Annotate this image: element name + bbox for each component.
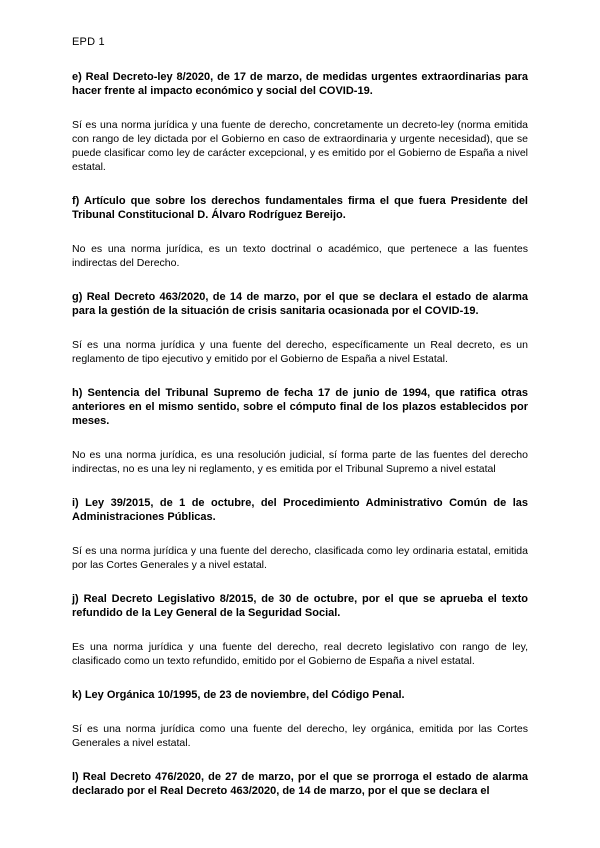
section-text: No es una norma jurídica, es una resolución judicial, sí forma parte de las fuentes del derecho indirectas, no es una ley ni reglamento, y es emitida por el Tribunal Supremo a nivel estatal xyxy=(72,449,528,475)
section-heading: g) Real Decreto 463/2020, de 14 de marzo, por el que se declara el estado de alarma para la gestión de la situación de crisis sanitaria ocasionada por el COVID-19. xyxy=(72,291,528,317)
section-f xyxy=(72,194,528,270)
section-g xyxy=(72,290,528,366)
section-heading: j) Real Decreto Legislativo 8/2015, de 30 de octubre, por el que se aprueba el texto refundido de la Ley General de la Seguridad Social. xyxy=(72,593,528,619)
section-text: Sí es una norma jurídica y una fuente del derecho, clasificada como ley ordinaria estatal, emitida por las Cortes Generales y a nivel estatal. xyxy=(72,545,528,571)
section-i xyxy=(72,496,528,572)
section-l xyxy=(72,770,528,798)
section-text: Sí es una norma jurídica y una fuente del derecho, específicamente un Real decreto, es un reglamento de tipo ejecutivo y emitido por el Gobierno de España a nivel Estatal. xyxy=(72,339,528,365)
section-heading: h) Sentencia del Tribunal Supremo de fecha 17 de junio de 1994, que ratifica otras anteriores en el mismo sentido, sobre el cómputo final de los plazos establecidos por meses. xyxy=(72,387,528,427)
section-h xyxy=(72,386,528,476)
section-text: Sí es una norma jurídica y una fuente de derecho, concretamente un decreto-ley (norma emitida con rango de ley dictada por el Gobierno en caso de extraordinaria y urgente necesidad), que se puede clasificar como ley de carácter excepcional, y es emitido por el Gobierno de España a nivel estatal. xyxy=(72,119,528,173)
section-heading: f) Artículo que sobre los derechos fundamentales firma el que fuera Presidente del Tribunal Constitucional D. Álvaro Rodríguez Bereijo. xyxy=(72,195,528,221)
section-k xyxy=(72,688,528,750)
section-j xyxy=(72,592,528,668)
section-heading: e) Real Decreto-ley 8/2020, de 17 de marzo, de medidas urgentes extraordinarias para hacer frente al impacto económico y social del COVID-19. xyxy=(72,71,528,97)
section-text: No es una norma jurídica, es un texto doctrinal o académico, que pertenece a las fuentes indirectas del Derecho. xyxy=(72,243,528,269)
document-body xyxy=(72,70,528,818)
page-header: EPD 1 xyxy=(72,36,105,48)
section-text: Es una norma jurídica y una fuente del derecho, real decreto legislativo con rango de ley, clasificado como un texto refundido, emitido por el Gobierno de España a nivel estatal. xyxy=(72,641,528,667)
section-e xyxy=(72,70,528,174)
section-text: Sí es una norma jurídica como una fuente del derecho, ley orgánica, emitida por las Cortes Generales a nivel estatal. xyxy=(72,723,528,749)
section-heading: l) Real Decreto 476/2020, de 27 de marzo, por el que se prorroga el estado de alarma declarado por el Real Decreto 463/2020, de 14 de marzo, por el que se declara el xyxy=(72,771,528,797)
section-heading: i) Ley 39/2015, de 1 de octubre, del Procedimiento Administrativo Común de las Administraciones Públicas. xyxy=(72,497,528,523)
section-heading: k) Ley Orgánica 10/1995, de 23 de noviembre, del Código Penal. xyxy=(72,689,405,701)
